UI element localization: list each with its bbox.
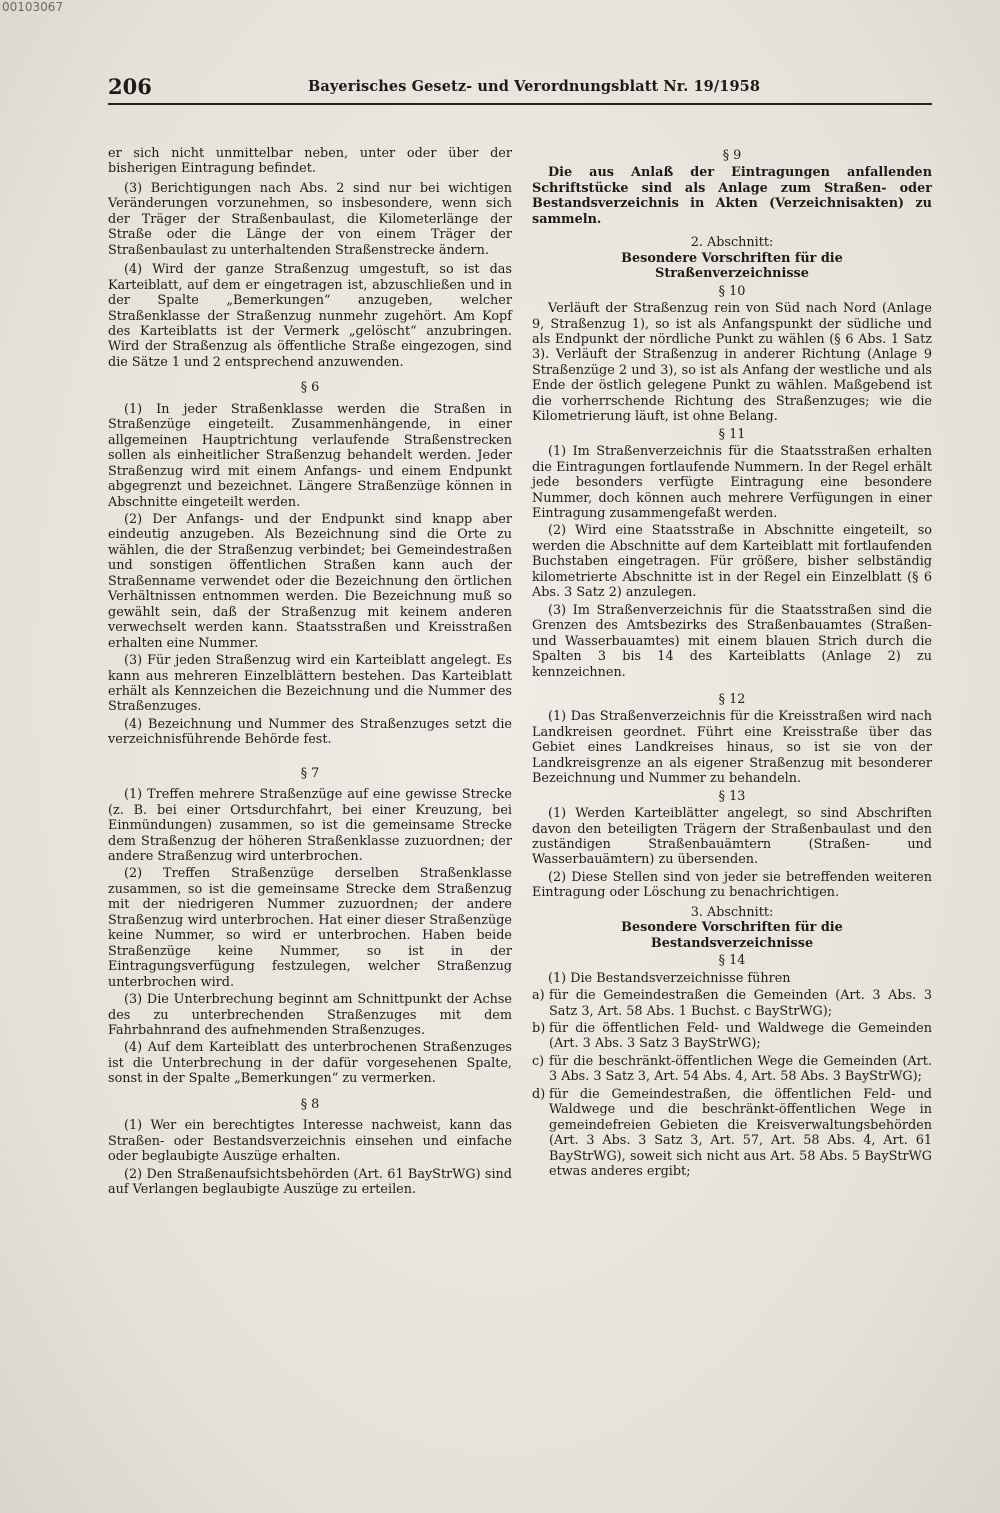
chapter-title: Besondere Vorschriften für die Bestandsverzeichnisse [621, 920, 843, 951]
list-text: für die öffentlichen Feld- und Waldwege die Gemeinden (Art. 3 Abs. 3 Satz 3 BayStrWG); [549, 1021, 932, 1052]
enumerated-list [532, 988, 932, 1179]
list-text: für die beschränkt-öffentlichen Wege die Gemeinden (Art. 3 Abs. 3 Satz 3, Art. 54 Abs. 4, Art. 58 Abs. 3 BayStrWG); [549, 1053, 932, 1085]
paragraph: (2) Der Anfangs- und der Endpunkt sind knapp aber eindeutig anzugeben. Als Bezeichnung sind die Orte zu wählen, die der Straßenzug verbindet; bei Gemeindestraßen und sonstigen öffentlichen Straßen kann auch der Straßenname verwendet oder die Bezeichnung den örtlichen Verhältnissen entnommen werden. Die Bezeichnung muß so gewählt sein, daß der Straßenzug mit keinem anderen verwechselt werden kann. Staatsstraßen und Kreisstraßen erhalten eine Nummer. [108, 511, 512, 651]
section-heading: § 8 [300, 1096, 320, 1112]
paragraph: (3) Im Straßenverzeichnis für die Staatsstraßen sind die Grenzen des Amtsbezirks des Straßenbauamtes (Straßen- und Wasserbauamtes) mit einem blauen Strich durch die Spalten 3 bis 14 des Karteiblatts (Anlage 2) zu kennzeichnen. [532, 602, 932, 680]
paragraph: (3) Für jeden Straßenzug wird ein Karteiblatt angelegt. Es kann aus mehreren Einzelblättern bestehen. Das Karteiblatt erhält als Kennzeichen die Bezeichnung und die Nummer des Straßenzuges. [108, 653, 512, 715]
left-column [108, 146, 512, 1200]
archive-stamp: 00103067 [2, 0, 64, 14]
paragraph: (2) Wird eine Staatsstraße in Abschnitte eingeteilt, so werden die Abschnitte auf dem Karteiblatt mit fortlaufenden Buchstaben eingetragen. Für größere, bisher selbständig kilometrierte Abschnitte ist in der Regel ein Einzelblatt (§ 6 Abs. 3 Satz 2) anzulegen. [532, 523, 932, 601]
list-label: d) [532, 1086, 546, 1102]
page-header [108, 74, 928, 104]
paragraph: Die aus Anlaß der Eintragungen anfallenden Schriftstücke sind als Anlage zum Straßen- oder Bestandsverzeichnis in Akten (Verzeichnisakten) zu sammeln. [532, 165, 932, 227]
section-heading: § 9 [722, 148, 742, 163]
paragraph: Verläuft der Straßenzug rein von Süd nach Nord (Anlage 9, Straßenzug 1), so ist als Anfangspunkt der südliche und als Endpunkt der nördliche Punkt zu wählen (§ 6 Abs. 1 Satz 3). Verläuft der Straßenzug in anderer Richtung (Anlage 9 Straßenzüge 2 und 3), so ist als Anfang der westliche und als Ende der östlich gelegene Punkt zu wählen. Maßgebend ist die vorherrschende Richtung des Straßenzuges; wie die Kilometrierung läuft, ist ohne Belang. [532, 301, 932, 425]
list-item [532, 1021, 932, 1052]
paragraph: (4) Bezeichnung und Nummer des Straßenzuges setzt die verzeichnisführende Behörde fest. [108, 716, 512, 748]
paragraph: (1) Die Bestandsverzeichnisse führen [548, 970, 791, 986]
list-item [532, 1087, 932, 1180]
paragraph: (4) Auf dem Karteiblatt des unterbrochenen Straßenzuges ist die Unterbrechung in der dafür vorgesehenen Spalte, sonst in der Spalte „Bemerkungen“ zu vermerken. [108, 1040, 512, 1087]
section-heading: § 11 [718, 426, 746, 442]
paragraph: (1) In jeder Straßenklasse werden die Straßen in Straßenzüge eingeteilt. Zusammenhängende, in einer allgemeinen Hauptrichtung verlaufende Straßenstrecken sollen als einheitlicher Straßenzug behandelt werden. Jeder Straßenzug wird mit einem Anfangs- und einem Endpunkt abgegrenzt und bezeichnet. Längere Straßenzüge können in Abschnitte eingeteilt werden. [108, 401, 512, 510]
paragraph: (3) Die Unterbrechung beginnt am Schnittpunkt der Achse des zu unterbrechenden Straßenzuges mit dem Fahrbahnrand des aufnehmenden Straßenzuges. [108, 992, 512, 1039]
list-label: a) [532, 988, 545, 1004]
paragraph: (4) Wird der ganze Straßenzug umgestuft, so ist das Karteiblatt, auf dem er eingetragen ist, abzuschließen und in der Spalte „Bemerkungen“ anzugeben, welcher Straßenklasse der Straßenzug nunmehr zugehört. Am Kopf des Karteiblatts ist der Vermerk „gelöscht“ anzubringen. Wird der Straßenzug als öffentliche Straße eingezogen, sind die Sätze 1 und 2 entsprechend anzuwenden. [108, 262, 512, 370]
section-heading: § 7 [300, 765, 320, 781]
list-text: für die Gemeindestraßen, die öffentlichen Feld- und Waldwege und die beschränkt-öffentlichen Wege in gemeindefreien Gebieten die Kreisverwaltungsbehörden (Art. 3 Abs. 3 Satz 3, Art. 57, Art. 58 Abs. 4, Art. 61 BayStrWG), soweit sich nicht aus Art. 58 Abs. 5 BayStrWG etwas anderes ergibt; [549, 1086, 932, 1180]
section-heading: § 14 [718, 953, 746, 969]
paragraph: (2) Den Straßenaufsichtsbehörden (Art. 61 BayStrWG) sind auf Verlangen beglaubigte Auszüge zu erteilen. [108, 1166, 512, 1198]
chapter-title: Besondere Vorschriften für die Straßenverzeichnisse [621, 250, 843, 282]
paragraph: (1) Werden Karteiblätter angelegt, so sind Abschriften davon den beteiligten Trägern der Straßenbaulast und den zuständigen Straßenbauämtern (Straßen- und Wasserbauämtern) zu übersenden. [532, 806, 932, 868]
page-number: 206 [108, 74, 152, 99]
list-label: b) [532, 1021, 546, 1037]
running-head: Bayerisches Gesetz- und Verordnungsblatt Nr. 19/1958 [308, 78, 761, 95]
paragraph: (1) Treffen mehrere Straßenzüge auf eine gewisse Strecke (z. B. bei einer Ortsdurchfahrt, bei einer Kreuzung, bei Einmündungen) zusammen, so ist die gemeinsame Strecke dem Straßenzug der höheren Straßenklasse zuzuordnen; der andere Straßenzug wird unterbrochen. [108, 787, 512, 865]
right-column [532, 146, 932, 1182]
chapter-number: 2. Abschnitt: [690, 235, 774, 251]
paragraph: er sich nicht unmittelbar neben, unter oder über der bisherigen Eintragung befindet. [108, 146, 512, 177]
section-heading: § 6 [300, 380, 320, 396]
header-rule [108, 103, 932, 105]
list-text: für die Gemeindestraßen die Gemeinden (Art. 3 Abs. 3 Satz 3, Art. 58 Abs. 1 Buchst. c BayStrWG); [549, 988, 932, 1019]
paragraph: (3) Berichtigungen nach Abs. 2 sind nur bei wichtigen Veränderungen vorzunehmen, so insbesondere, wenn sich der Träger der Straßenbaulast, die Kilometerlänge der Straße oder die Länge der von einem Träger der Straßenbaulast zu unterhaltenden Straßenstrecke ändern. [108, 180, 512, 258]
list-label: c) [532, 1053, 545, 1069]
section-heading: § 12 [718, 691, 746, 707]
list-item [532, 988, 932, 1019]
section-heading: § 10 [718, 283, 746, 299]
chapter-number: 3. Abschnitt: [690, 904, 774, 920]
paragraph: (1) Wer ein berechtigtes Interesse nachweist, kann das Straßen- oder Bestandsverzeichnis einsehen und einfache oder beglaubigte Auszüge erhalten. [108, 1118, 512, 1165]
paragraph: (2) Diese Stellen sind von jeder sie betreffenden weiteren Eintragung oder Löschung zu benachrichtigen. [532, 869, 932, 901]
section-heading: § 13 [718, 788, 746, 804]
paragraph: (1) Im Straßenverzeichnis für die Staatsstraßen erhalten die Eintragungen fortlaufende Nummern. In der Regel erhält jede besonders verfügte Eintragung eine besondere Nummer, doch können auch mehrere Verfügungen in einer Eintragung zusammengefaßt werden. [532, 444, 932, 521]
list-item [532, 1054, 932, 1085]
paragraph: (2) Treffen Straßenzüge derselben Straßenklasse zusammen, so ist die gemeinsame Strecke dem Straßenzug mit der niedrigeren Nummer zuzuordnen; der andere Straßenzug wird unterbrochen. Hat einer dieser Straßenzüge keine Nummer, so wird er unterbrochen. Haben beide Straßenzüge keine Nummer, so ist in der Eintragungsverfügung festzulegen, welcher Straßenzug unterbrochen wird. [108, 866, 512, 990]
paragraph: (1) Das Straßenverzeichnis für die Kreisstraßen wird nach Landkreisen geordnet. Führt eine Kreisstraße über das Gebiet eines Landkreises hinaus, so ist sie von der Landkreisgrenze an als eigener Straßenzug mit besonderer Bezeichnung und Nummer zu behandeln. [532, 709, 932, 787]
